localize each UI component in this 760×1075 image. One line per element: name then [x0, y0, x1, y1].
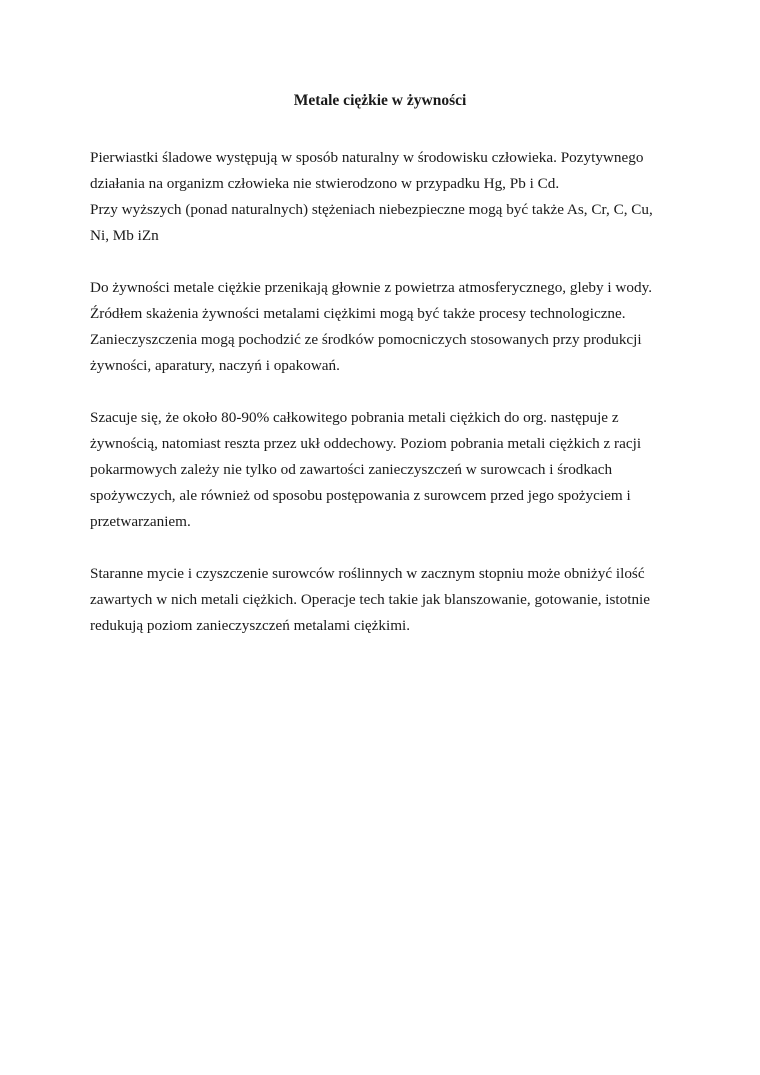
text-line: redukują poziom zanieczyszczeń metalami ciężkimi.	[90, 617, 411, 634]
text-line: Szacuje się, że około 80-90% całkowitego pobrania metali ciężkich do org. następuje z	[90, 409, 619, 426]
paragraph-1	[90, 145, 680, 249]
text-line: Do żywności metale ciężkie przenikają głownie z powietrza atmosferycznego, gleby i wody.	[90, 279, 652, 296]
text-line: przetwarzaniem.	[90, 513, 191, 530]
paragraph-3	[90, 405, 680, 535]
text-line: Przy wyższych (ponad naturalnych) stężeniach niebezpieczne mogą być także As, Cr, C, Cu,	[90, 201, 653, 218]
paragraph-2	[90, 275, 680, 379]
text-line: Źródłem skażenia żywności metalami ciężkimi mogą być także procesy technologiczne.	[90, 305, 626, 322]
page-title: Metale ciężkie w żywności	[293, 92, 467, 109]
text-line: pokarmowych zależy nie tylko od zawartości zanieczyszczeń w surowcach i środkach	[90, 461, 613, 478]
text-line: Ni, Mb iZn	[90, 227, 159, 244]
document-body	[90, 145, 680, 665]
text-line: Pierwiastki śladowe występują w sposób naturalny w środowisku człowieka. Pozytywnego	[90, 149, 644, 166]
text-line: żywności, aparatury, naczyń i opakowań.	[90, 357, 340, 374]
text-line: Zanieczyszczenia mogą pochodzić ze środków pomocniczych stosowanych przy produkcji	[90, 331, 642, 348]
text-line: spożywczych, ale również od sposobu postępowania z surowcem przed jego spożyciem i	[90, 487, 631, 504]
text-line: Staranne mycie i czyszczenie surowców roślinnych w zacznym stopniu może obniżyć ilość	[90, 565, 645, 582]
text-line: żywnością, natomiast reszta przez ukł oddechowy. Poziom pobrania metali ciężkich z racji	[90, 435, 642, 452]
paragraph-4	[90, 561, 680, 639]
text-line: działania na organizm człowieka nie stwierodzono w przypadku Hg, Pb i Cd.	[90, 175, 560, 192]
text-line: zawartych w nich metali ciężkich. Operacje tech takie jak blanszowanie, gotowanie, istotnie	[90, 591, 651, 608]
